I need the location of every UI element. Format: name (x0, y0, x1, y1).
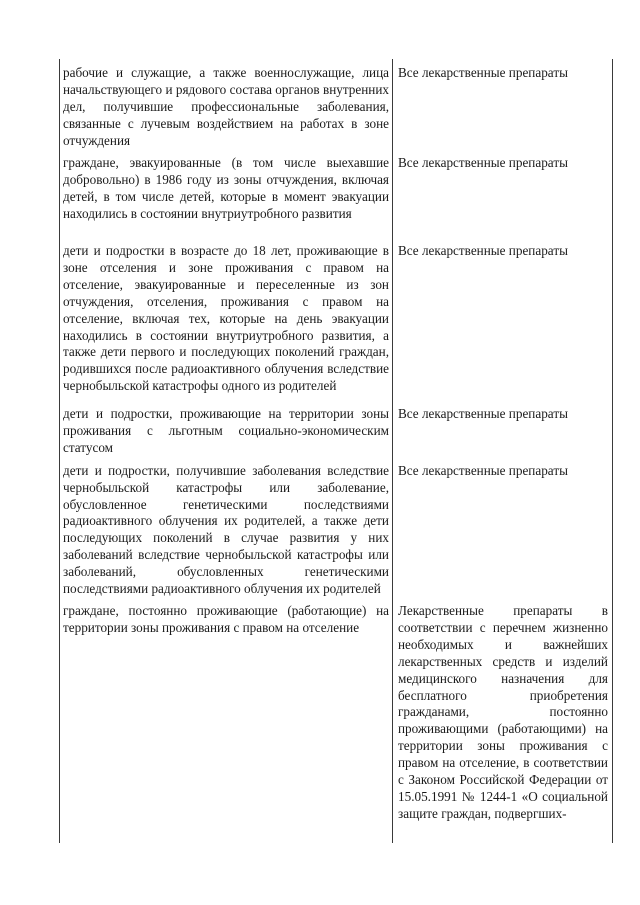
table-row (60, 151, 613, 237)
drugs-text: Все лекарственные препараты (398, 462, 568, 478)
table-row (60, 59, 613, 151)
category-cell (60, 237, 393, 401)
category-cell (60, 598, 393, 843)
drugs-cell (393, 237, 613, 401)
drugs-text: Все лекарственные препараты (398, 243, 568, 258)
drugs-cell (393, 401, 613, 457)
drugs-cell (393, 457, 613, 598)
category-cell (60, 401, 393, 457)
category-cell (60, 151, 393, 237)
drugs-text: Все лекарственные препараты (398, 155, 568, 170)
category-text: граждане, эвакуированные (в том числе выехавшие добровольно) в 1986 году из зоны отчуждения, включая детей, в том числе детей, которые в момент эвакуации находились в состоянии внутриутробного развития (63, 155, 389, 221)
drugs-cell (393, 151, 613, 237)
drugs-cell (393, 59, 613, 151)
category-text: дети и подростки, проживающие на территории зоны проживания с льготным социально-экономическим статусом (63, 406, 389, 455)
table-row (60, 401, 613, 457)
table-row (60, 598, 613, 843)
category-cell (60, 59, 393, 151)
drugs-text: Все лекарственные препараты (398, 406, 568, 421)
category-text: дети и подростки, получившие заболевания вследствие чернобыльской катастрофы или заболевание, обусловленное генетическими последствиями радиоактивного облучения их родителей, а также дети последующих поколений в случае развития у них заболеваний вследствие чернобыльской катастрофы или заболеваний, обусловленных генетическими последствиями радиоактивного облучения их родителей (63, 462, 389, 597)
drugs-cell (393, 598, 613, 843)
table-row (60, 237, 613, 401)
category-text: дети и подростки в возрасте до 18 лет, проживающие в зоне отселения и зоне проживания с правом на отселение, эвакуированные и переселенные из зон отчуждения, отселения, проживания с правом на отселение, включая тех, которые на день эвакуации находились в состоянии внутриутробного развития, а также дети первого и последующих поколений граждан, родившихся после радиоактивного облучения вследствие чернобыльской катастрофы одного из родителей (63, 243, 389, 394)
drugs-text: Все лекарственные препараты (398, 65, 568, 80)
category-text: рабочие и служащие, а также военнослужащие, лица начальствующего и рядового состава органов внутренних дел, получившие профессиональные заболевания, связанные с лучевым воздействием на работах в зоне отчуждения (63, 65, 389, 148)
table-row (60, 457, 613, 598)
drugs-text: Лекарственные препараты в соответствии с перечнем жизненно необходимых и важнейших лекарственных средств и изделий медицинского назначения для бесплатного приобретения гражданами, постоянно проживающими (работающими) на территории зоны проживания с правом на отселение, в соответствии с Законом Российской Федерации от 15.05.1991 № 1244-1 «О социальной защите граждан, подвергших- (398, 602, 608, 821)
category-text: граждане, постоянно проживающие (работающие) на территории зоны проживания с правом на отселение (63, 602, 389, 635)
benefits-table (59, 59, 613, 843)
category-cell (60, 457, 393, 598)
